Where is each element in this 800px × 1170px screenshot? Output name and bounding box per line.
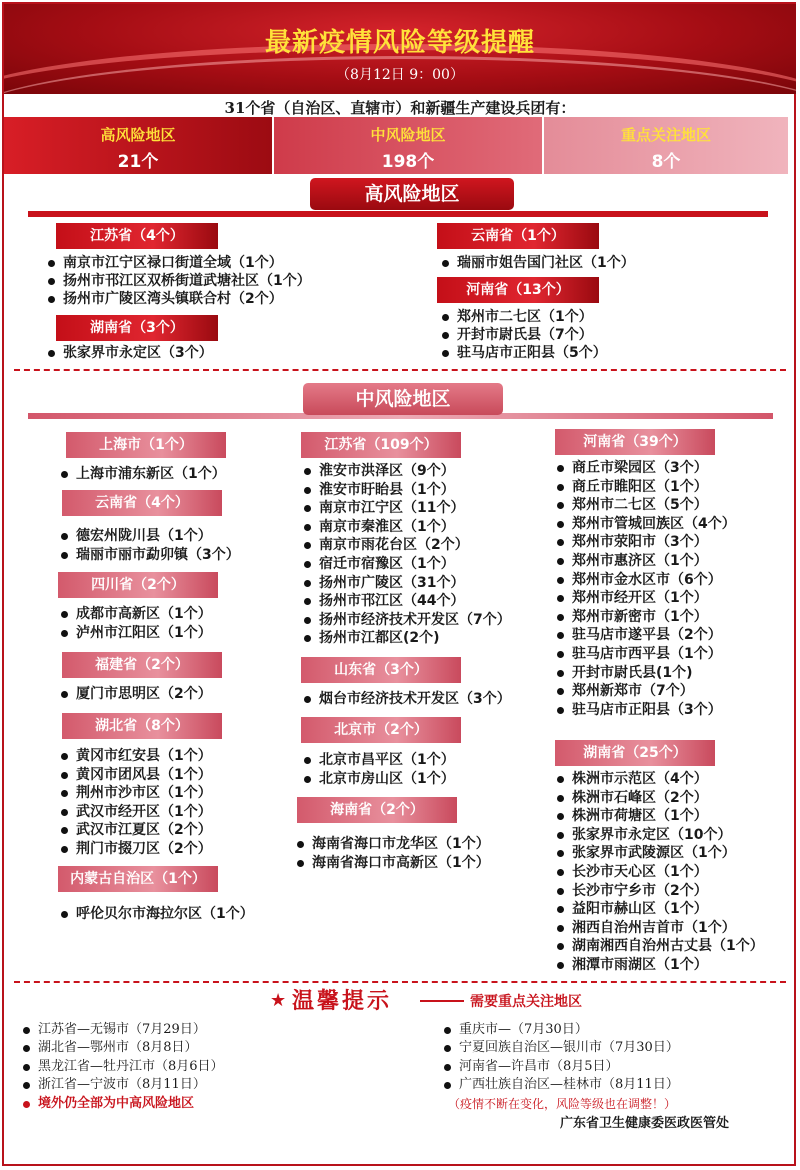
section-rule xyxy=(28,211,768,217)
province-label: 河南省（39个） xyxy=(555,429,715,455)
area-list xyxy=(47,344,213,362)
list-item: 长沙市宁乡市（2个） xyxy=(556,882,764,901)
list-item: 扬州市广陵区（31个） xyxy=(303,574,511,593)
section-divider xyxy=(14,369,786,371)
list-item: 驻马店市正阳县（5个） xyxy=(441,344,607,362)
area-list xyxy=(60,685,212,704)
list-item: 海南省海口市高新区（1个） xyxy=(296,854,490,873)
summary-count: 8个 xyxy=(651,152,681,172)
area-list xyxy=(60,527,240,564)
section-divider xyxy=(14,981,786,983)
province-label: 云南省（1个） xyxy=(437,223,599,249)
summary-mid-risk xyxy=(274,117,542,174)
tips-dash xyxy=(420,1000,464,1002)
list-item: 郑州市管城回族区（4个） xyxy=(556,515,736,534)
tips-subtitle: 需要重点关注地区 xyxy=(470,994,582,1010)
header-banner xyxy=(4,4,796,94)
area-list xyxy=(303,751,455,788)
list-item: 黄冈市红安县（1个） xyxy=(60,747,212,766)
area-list xyxy=(441,308,607,362)
list-item: 扬州市邗江区双桥街道武塘社区（1个） xyxy=(47,272,311,290)
adjustment-note: （疫情不断在变化，风险等级也在调整！） xyxy=(448,1097,677,1111)
area-list xyxy=(303,690,511,709)
list-item: 北京市昌平区（1个） xyxy=(303,751,455,770)
list-item: 河南省—许昌市（8月5日） xyxy=(443,1058,679,1076)
province-label: 云南省（4个） xyxy=(62,490,222,516)
list-item: 扬州市江都区(2个) xyxy=(303,629,511,648)
high-risk-heading: 高风险地区 xyxy=(310,178,514,210)
list-item: 南京市秦淮区（1个） xyxy=(303,518,511,537)
list-item: 黄冈市团风县（1个） xyxy=(60,766,212,785)
list-item: 驻马店市西平县（1个） xyxy=(556,645,736,664)
tips-list-right xyxy=(443,1021,679,1095)
list-item: 株洲市荷塘区（1个） xyxy=(556,807,764,826)
list-item: 驻马店市正阳县（3个） xyxy=(556,701,736,720)
list-item: 益阳市赫山区（1个） xyxy=(556,900,764,919)
list-item: 浙江省—宁波市（8月11日） xyxy=(22,1076,224,1094)
area-list xyxy=(303,462,511,648)
list-item: 烟台市经济技术开发区（3个） xyxy=(303,690,511,709)
list-item: 德宏州陇川县（1个） xyxy=(60,527,240,546)
intro-text: 31个省（自治区、直辖市）和新疆生产建设兵团有： xyxy=(224,99,576,117)
list-item: 郑州市荥阳市（3个） xyxy=(556,533,736,552)
summary-count: 21个 xyxy=(117,152,159,172)
list-item: 荆州市沙市区（1个） xyxy=(60,784,212,803)
list-item: 商丘市睢阳区（1个） xyxy=(556,478,736,497)
list-item: 泸州市江阳区（1个） xyxy=(60,624,212,643)
area-list xyxy=(556,459,736,719)
area-list xyxy=(296,835,490,872)
list-item: 湖北省—鄂州市（8月8日） xyxy=(22,1039,224,1057)
list-item: 郑州市二七区（5个） xyxy=(556,496,736,515)
province-label: 江苏省（4个） xyxy=(56,223,218,249)
list-item: 武汉市江夏区（2个） xyxy=(60,821,212,840)
province-label: 上海市（1个） xyxy=(66,432,226,458)
list-item: 扬州市广陵区湾头镇联合村（2个） xyxy=(47,290,311,308)
area-list xyxy=(441,254,635,272)
list-item: 郑州市惠济区（1个） xyxy=(556,552,736,571)
list-item: 开封市尉氏县（7个） xyxy=(441,326,607,344)
list-item: 长沙市天心区（1个） xyxy=(556,863,764,882)
list-item: 湖南湘西自治州古丈县（1个） xyxy=(556,937,764,956)
summary-label: 重点关注地区 xyxy=(620,126,711,144)
list-item: 扬州市邗江区（44个） xyxy=(303,592,511,611)
summary-high-risk xyxy=(4,117,272,174)
list-item: 瑞丽市丽市勐卯镇（3个） xyxy=(60,546,240,565)
list-item: 郑州市经开区（1个） xyxy=(556,589,736,608)
summary-count: 198个 xyxy=(381,152,435,172)
list-item: 瑞丽市姐告国门社区（1个） xyxy=(441,254,635,272)
list-item: 郑州市二七区（1个） xyxy=(441,308,607,326)
update-time: （8月12日 9：00） xyxy=(336,67,464,83)
province-label: 北京市（2个） xyxy=(301,717,461,743)
list-item: 扬州市经济技术开发区（7个） xyxy=(303,611,511,630)
province-label: 湖南省（25个） xyxy=(555,740,715,766)
province-label: 福建省（2个） xyxy=(62,652,222,678)
list-item: 淮安市盱眙县（1个） xyxy=(303,481,511,500)
list-item: 张家界市武陵源区（1个） xyxy=(556,844,764,863)
list-item: 江苏省—无锡市（7月29日） xyxy=(22,1021,224,1039)
list-item: 成都市高新区（1个） xyxy=(60,605,212,624)
list-item: 广西壮族自治区—桂林市（8月11日） xyxy=(443,1076,679,1094)
list-item: 重庆市—（7月30日） xyxy=(443,1021,679,1039)
area-list xyxy=(47,254,311,308)
summary-key-areas xyxy=(544,117,788,174)
list-item: 郑州新郑市（7个） xyxy=(556,682,736,701)
province-label: 河南省（13个） xyxy=(437,277,599,303)
list-item: 郑州市金水区市（6个） xyxy=(556,571,736,590)
tips-title: 温馨提示 xyxy=(292,988,393,1014)
province-label: 湖北省（8个） xyxy=(62,713,222,739)
page-title: 最新疫情风险等级提醒 xyxy=(264,28,535,58)
province-label: 四川省（2个） xyxy=(58,572,218,598)
list-item: 宿迁市宿豫区（1个） xyxy=(303,555,511,574)
area-list xyxy=(60,465,226,484)
star-icon: ★ xyxy=(270,990,287,1011)
list-item: 海南省海口市龙华区（1个） xyxy=(296,835,490,854)
list-item: 开封市尉氏县(1个) xyxy=(556,664,736,683)
province-label: 海南省（2个） xyxy=(297,797,457,823)
area-list xyxy=(60,747,212,859)
list-item: 商丘市梁园区（3个） xyxy=(556,459,736,478)
summary-label: 高风险地区 xyxy=(100,126,176,144)
list-item: 张家界市永定区（3个） xyxy=(47,344,213,362)
warning-item: 境外仍全部为中高风险地区 xyxy=(22,1095,224,1113)
province-label: 江苏省（109个） xyxy=(301,432,461,458)
source-credit: 广东省卫生健康委医政医管处 xyxy=(560,1116,730,1131)
list-item: 黑龙江省—牡丹江市（8月6日） xyxy=(22,1058,224,1076)
list-item: 呼伦贝尔市海拉尔区（1个） xyxy=(60,905,254,924)
tips-list-left xyxy=(22,1021,224,1113)
province-label: 山东省（3个） xyxy=(301,657,461,683)
list-item: 驻马店市遂平县（2个） xyxy=(556,626,736,645)
list-item: 南京市江宁区（11个） xyxy=(303,499,511,518)
list-item: 湘潭市雨湖区（1个） xyxy=(556,956,764,975)
list-item: 宁夏回族自治区—银川市（7月30日） xyxy=(443,1039,679,1057)
area-list xyxy=(556,770,764,975)
list-item: 郑州市新密市（1个） xyxy=(556,608,736,627)
list-item: 荆门市掇刀区（2个） xyxy=(60,840,212,859)
list-item: 张家界市永定区（10个） xyxy=(556,826,764,845)
list-item: 上海市浦东新区（1个） xyxy=(60,465,226,484)
list-item: 株洲市石峰区（2个） xyxy=(556,789,764,808)
area-list xyxy=(60,905,254,924)
list-item: 淮安市洪泽区（9个） xyxy=(303,462,511,481)
list-item: 湘西自治州吉首市（1个） xyxy=(556,919,764,938)
list-item: 南京市雨花台区（2个） xyxy=(303,536,511,555)
list-item: 武汉市经开区（1个） xyxy=(60,803,212,822)
summary-label: 中风险地区 xyxy=(370,126,446,144)
province-label: 湖南省（3个） xyxy=(56,315,218,341)
area-list xyxy=(60,605,212,642)
mid-risk-heading: 中风险地区 xyxy=(303,383,503,415)
province-label: 内蒙古自治区（1个） xyxy=(58,866,218,892)
list-item: 株洲市示范区（4个） xyxy=(556,770,764,789)
list-item: 厦门市思明区（2个） xyxy=(60,685,212,704)
list-item: 北京市房山区（1个） xyxy=(303,770,455,789)
list-item: 南京市江宁区禄口街道全域（1个） xyxy=(47,254,311,272)
